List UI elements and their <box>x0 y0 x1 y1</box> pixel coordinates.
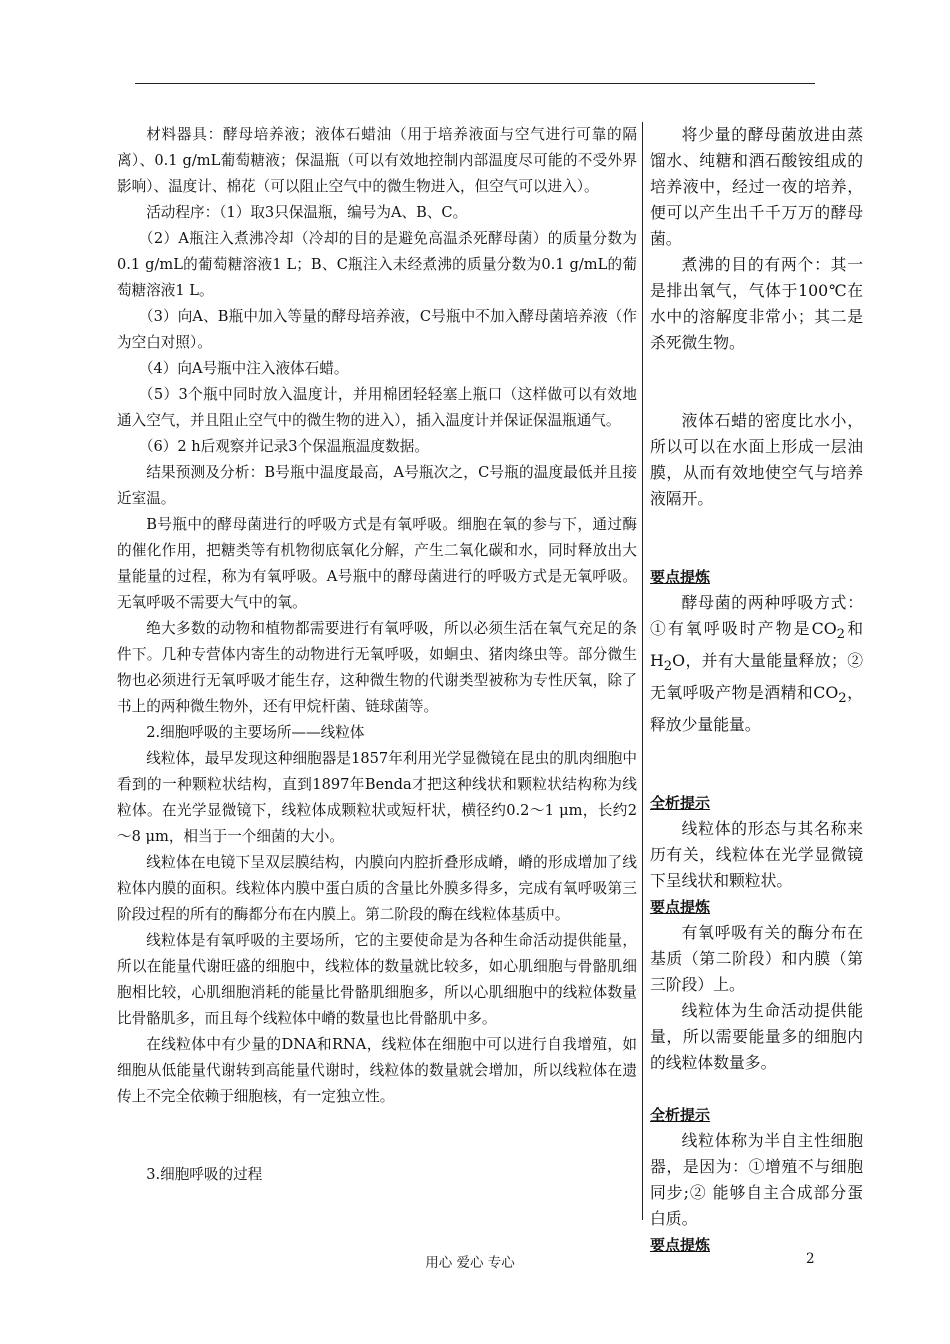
footer-motto: 用心 爱心 专心 <box>425 1255 515 1271</box>
paragraph-mito-dna: 在线粒体中有少量的DNA和RNA，线粒体在细胞中可以进行自我增殖，如细胞从低能量代谢转到高能量代谢时，线粒体的数量就会增加，所以线粒体在遗传上不完全依赖于细胞核，有一定独立性。 <box>117 1036 637 1105</box>
text-run: 酵母菌的两种呼吸方式：①有氧呼吸时产物是CO <box>650 593 863 638</box>
paragraph-procedure-4: （4）向A号瓶中注入液体石蜡。 <box>138 360 349 377</box>
analysis-label: 全析提示 <box>650 1106 711 1125</box>
side-heading-key-points-3 <box>650 1232 863 1258</box>
paragraph-mito-structure: 线粒体在电镜下呈双层膜结构，内膜向内腔折叠形成嵴，嵴的形成增加了线粒体内膜的面积。线粒体内膜中蛋白质的含量比外膜多得多，完成有氧呼吸第三阶段过程的所有的酶都分布在内膜上。第二阶段的酶在线粒体基质中。 <box>117 854 637 923</box>
paragraph-mito-function: 线粒体是有氧呼吸的主要场所，它的主要使命是为各种生命活动提供能量，所以在能量代谢旺盛的细胞中，线粒体的数量就比较多，如心肌细胞与骨骼肌细胞相比较，心肌细胞消耗的能量比骨骼肌细胞多，所以心肌细胞中的线粒体数量比骨骼肌多，而且每个线粒体中嵴的数量也比骨骼肌中多。 <box>117 932 637 1027</box>
paragraph-anaerobic: 绝大多数的动物和植物都需要进行有氧呼吸，所以必须生活在氧气充足的条件下。几种专营体内寄生的动物进行无氧呼吸，如蛔虫、猪肉绦虫等。部分微生物也必须进行无氧呼吸才能生存，这种微生物的代谢类型被称为专性厌氧，除了书上的两种微生物外，还有甲烷杆菌、链球菌等。 <box>117 620 637 715</box>
side-note-semi-autonomous: 线粒体称为半自主性细胞器，是因为：①增殖不与细胞同步;② 能够自主合成部分蛋白质。 <box>650 1131 863 1229</box>
side-heading-analysis <box>650 790 863 816</box>
side-heading-key-points <box>650 564 863 590</box>
side-heading-key-points-2 <box>650 894 863 920</box>
key-points-label: 要点提炼 <box>650 1236 711 1255</box>
side-column <box>650 122 863 1258</box>
text-run: 和H <box>650 619 863 671</box>
text-run: ，释放少量能量。 <box>650 683 863 735</box>
paragraph-aerobic: B号瓶中的酵母菌进行的呼吸方式是有氧呼吸。细胞在氧的参与下，通过酶的催化作用，把糖类等有机物彻底氧化分解，产生二氧化碳和水，同时释放出大量能量的过程，称为有氧呼吸。A号瓶中的酵母菌进行的呼吸方式是无氧呼吸。无氧呼吸不需要大气中的氧。 <box>117 516 637 611</box>
subscript: 2 <box>836 627 846 643</box>
paragraph-materials: 材料器具：酵母培养液；液体石蜡油（用于培养液面与空气进行可靠的隔离）、0.1 g/mL葡萄糖液；保温瓶（可以有效地控制内部温度尽可能的不受外界影响）、温度计、棉花（可以阻止空气中的微生物进入，但空气可以进入）。 <box>117 126 637 195</box>
subscript: 2 <box>663 659 673 675</box>
text-run: O，并有大量能量释放；②无氧呼吸产物是酒精和CO <box>650 651 863 703</box>
main-column <box>117 122 637 1188</box>
side-note-respiration-types <box>650 590 863 738</box>
key-points-label: 要点提炼 <box>650 568 711 586</box>
side-note-mito-energy: 线粒体为生命活动提供能量，所以需要能量多的细胞内的线粒体数量多。 <box>650 1001 863 1073</box>
paragraph-results: 结果预测及分析：B号瓶中温度最高，A号瓶次之，C号瓶的温度最低并且接近室温。 <box>117 464 637 507</box>
page-number: 2 <box>806 1251 815 1267</box>
paragraph-mito-discovery: 线粒体，最早发现这种细胞器是1857年利用光学显微镜在昆虫的肌肉细胞中看到的一种颗粒状结构，直到1897年Benda才把这种线状和颗粒状结构称为线粒体。在光学显微镜下，线粒体成颗粒状或短杆状，横径约0.2～1 μm，长约2～8 μm，相当于一个细菌的大小。 <box>117 750 637 845</box>
paragraph-procedure-3: （3）向A、B瓶中加入等量的酵母培养液，C号瓶中不加入酵母菌培养液（作为空白对照）。 <box>117 308 637 351</box>
section-heading-mitochondria: 2.细胞呼吸的主要场所——线粒体 <box>146 724 365 741</box>
section-heading-process: 3.细胞呼吸的过程 <box>146 1166 263 1183</box>
paragraph-procedure-2: （2）A瓶注入煮沸冷却（冷却的目的是避免高温杀死酵母菌）的质量分数为0.1 g/mL的葡萄糖溶液1 L；B、C瓶注入未经煮沸的质量分数为0.1 g/mL的葡萄糖溶液1 L。 <box>117 230 637 299</box>
analysis-label: 全析提示 <box>650 794 711 813</box>
key-points-label: 要点提炼 <box>650 898 711 917</box>
column-divider <box>642 122 643 1220</box>
paragraph-procedure-5: （5）3个瓶中同时放入温度计，并用棉团轻轻塞上瓶口（这样做可以有效地通入空气，并且阻止空气中的微生物的进入），插入温度计并保证保温瓶通气。 <box>117 386 637 429</box>
header-rule <box>135 83 815 84</box>
subscript: 2 <box>838 691 847 707</box>
side-note-enzyme-location: 有氧呼吸有关的酶分布在基质（第二阶段）和内膜（第三阶段）上。 <box>650 923 863 995</box>
side-note-paraffin: 液体石蜡的密度比水小，所以可以在水面上形成一层油膜，从而有效地使空气与培养液隔开。 <box>650 411 863 508</box>
paragraph-procedure-6: （6）2 h后观察并记录3个保温瓶温度数据。 <box>138 438 429 455</box>
paragraph-procedure-1: 活动程序：（1）取3只保温瓶，编号为A、B、C。 <box>146 204 468 221</box>
side-note-yeast-culture: 将少量的酵母菌放进由蒸馏水、纯糖和酒石酸铵组成的培养液中，经过一夜的培养，便可以产生出千千万万的酵母菌。 <box>650 125 863 248</box>
side-heading-analysis-2 <box>650 1102 863 1128</box>
side-note-boiling: 煮沸的目的有两个：其一是排出氧气，气体于100℃在水中的溶解度非常小；其二是杀死微生物。 <box>650 255 863 352</box>
side-note-mito-shape: 线粒体的形态与其名称来历有关，线粒体在光学显微镜下呈线状和颗粒状。 <box>650 819 863 891</box>
